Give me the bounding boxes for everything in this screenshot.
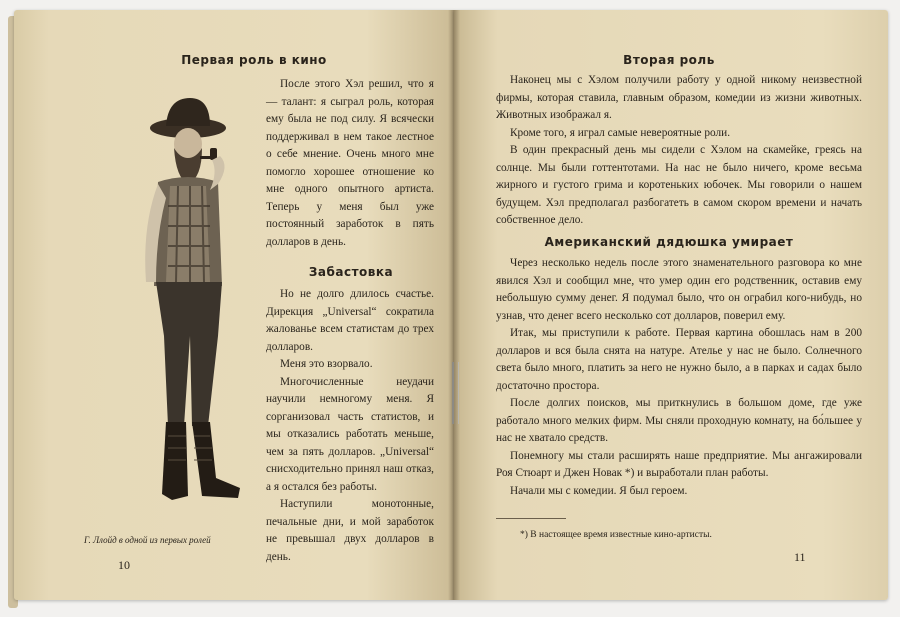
right-paragraph-7: Понемногу мы стали расширять наше предприятие. Мы ангажировали Роя Стюарт и Джен Новак *) и выработали план работы.: [496, 449, 862, 479]
footnote: *) В настоящее время известные кино-артисты.: [520, 530, 712, 540]
right-heading-american-uncle: Американский дядюшка умирает: [544, 235, 794, 249]
photo-caption: Г. Ллойд в одной из первых ролей: [84, 535, 211, 545]
right-text-block-1: [496, 72, 862, 230]
left-paragraph-5: Наступили монотонные, печальные дни, и мой заработок не превышал двух долларов в день.: [266, 498, 434, 563]
right-paragraph-4: Через несколько недель после этого знаменательного разговора ко мне явился Хэл и сообщил мне, что умер один его родственник, оставив ему небольшую сумму денег. Я подумал было, что он ограбил кого-нибудь, но узнав, что денег всего несколько сот долларов, поверил ему.: [496, 257, 862, 322]
left-paragraph-4: Многочисленные неудачи научили немногому меня. Я сорганизовал часть статистов, и мы отказались работать меньше, чем за пять долларов. „Universal“ снисходительно принял наш отказ, а я остался без работы.: [266, 375, 434, 493]
actor-photo-illustration: [106, 86, 276, 526]
right-page: [454, 10, 888, 600]
left-text-block-2: [266, 286, 434, 566]
left-page: [14, 10, 454, 600]
right-paragraph-1: Наконец мы с Хэлом получили работу у одной никому неизвестной фирмы, которая ставила, главным образом, комедии из жизни животных. Животных изображал я.: [496, 74, 862, 121]
right-paragraph-5: Итак, мы приступили к работе. Первая картина обошлась нам в 200 долларов и вся была снята на натуре. Ателье у нас не было. Солнечного света было много, платить за него не нужно было, а в парках и садах было достаточно простора.: [496, 327, 862, 392]
right-paragraph-8: Начали мы с комедии. Я был героем.: [510, 484, 688, 497]
left-paragraph-3: Меня это взорвало.: [280, 358, 373, 370]
right-paragraph-6: После долгих поисков, мы приткнулись в большом доме, где уже работало много мелких фирм. Мы сняли проходную комнату, на бо́льшее у нас не хватало средств.: [496, 397, 862, 444]
staple: [452, 362, 459, 424]
left-heading-first-role: Первая роль в кино: [181, 53, 327, 67]
left-text-block-1: [266, 76, 434, 251]
open-book: [8, 10, 892, 608]
left-paragraph-2: Но не долго длилось счастье. Дирекция „Universal“ сократила жалованье всем статистам до трех долларов.: [266, 288, 434, 353]
right-paragraph-2: Кроме того, я играл самые невероятные роли.: [510, 126, 731, 139]
footnote-rule: [496, 518, 566, 519]
right-heading-second-role: Вторая роль: [623, 53, 715, 67]
left-heading-strike: Забастовка: [308, 265, 394, 279]
left-page-number: 10: [118, 558, 130, 572]
left-paragraph-1: После этого Хэл решил, что я — талант: я сыграл роль, которая ему была не под силу. Я всячески поддерживал в нем такое лестное о себе мнение. Очень много мне помогло хорошее отношение ко мне одного опытного артиста. Теперь у меня был уже постоянный заработок в пять долларов в день.: [266, 78, 434, 248]
right-paragraph-3: В один прекрасный день мы сидели с Хэлом на скамейке, греясь на солнце. Мы были готтентотами. На нас не было ничего, кроме весьма жирного и густого грима и коротеньких юбочек. Мы говорили о нашем будущем. Хэл предполагал разбогатеть в самом скором времени и начать собственное дело.: [496, 144, 862, 226]
right-text-block-2: [496, 255, 862, 500]
book-spine: [448, 10, 460, 600]
right-page-number: 11: [794, 550, 806, 564]
